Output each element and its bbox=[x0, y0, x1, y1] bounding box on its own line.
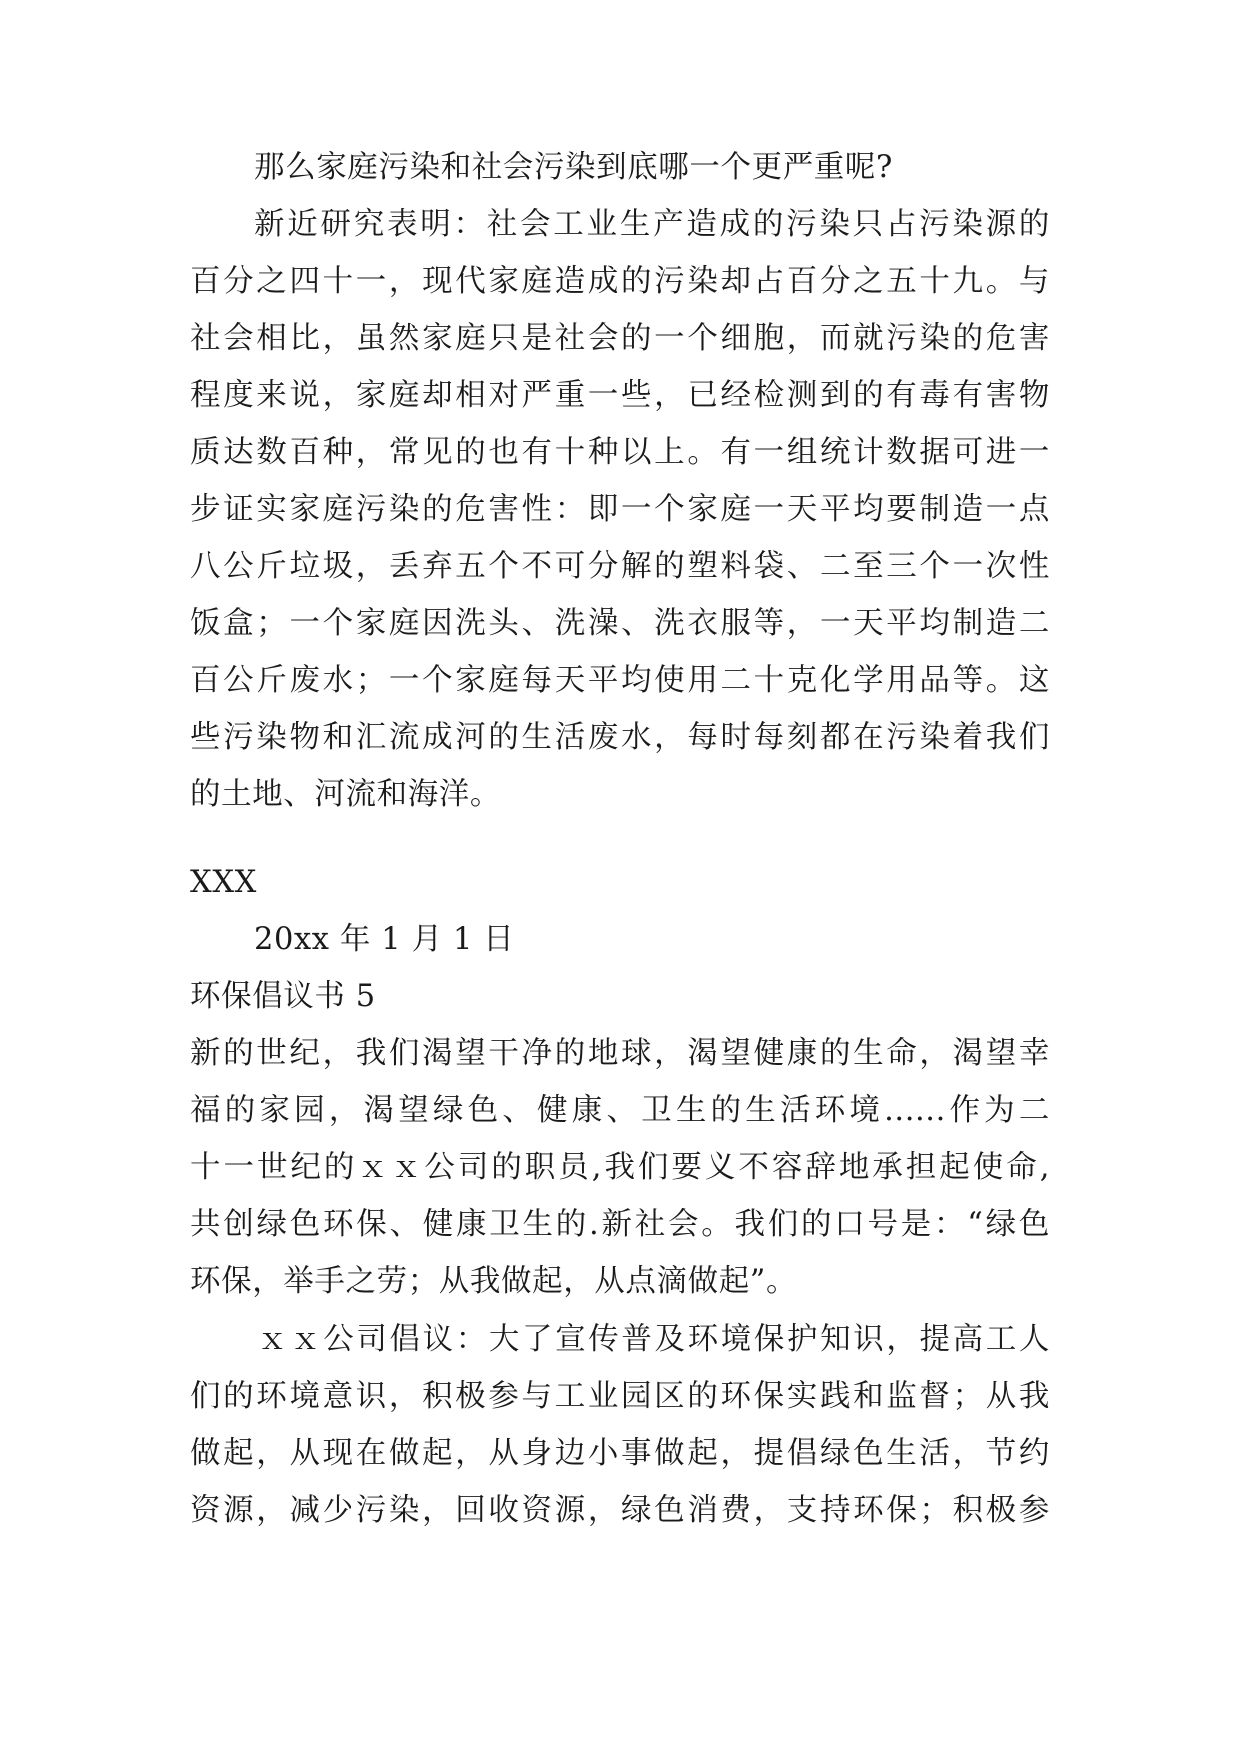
signature-date: 20xx 年 1 月 1 日 bbox=[254, 922, 515, 957]
paragraph-proposal-line: 资源，减少污染，回收资源，绿色消费，支持环保；积极参 bbox=[190, 1493, 1050, 1528]
paragraph-research-line: 百公斤废水；一个家庭每天平均使用二十克化学用品等。这 bbox=[190, 663, 1050, 698]
paragraph-research-line: 的土地、河流和海洋。 bbox=[190, 777, 501, 812]
paragraph-research-line: 些污染物和汇流成河的生活废水，每时每刻都在污染着我们 bbox=[190, 720, 1050, 755]
paragraph-intro-line: 共创绿色环保、健康卫生的.新社会。我们的口号是：“绿色 bbox=[190, 1207, 1050, 1242]
paragraph-research-line: 程度来说，家庭却相对严重一些，已经检测到的有毒有害物 bbox=[190, 378, 1050, 413]
paragraph-intro-line: 十一世纪的ｘｘ公司的职员,我们要义不容辞地承担起使命, bbox=[190, 1150, 1050, 1185]
paragraph-proposal-line: 们的环境意识，积极参与工业园区的环保实践和监督；从我 bbox=[190, 1379, 1050, 1414]
paragraph-question: 那么家庭污染和社会污染到底哪一个更严重呢? bbox=[254, 150, 893, 185]
paragraph-intro-line: 新的世纪，我们渴望干净的地球，渴望健康的生命，渴望幸 bbox=[190, 1036, 1050, 1071]
paragraph-proposal-line: ｘｘ公司倡议：大了宣传普及环境保护知识，提高工人 bbox=[257, 1322, 1050, 1357]
paragraph-research-line: 质达数百种，常见的也有十种以上。有一组统计数据可进一 bbox=[190, 435, 1050, 470]
paragraph-research-line: 新近研究表明：社会工业生产造成的污染只占污染源的 bbox=[254, 207, 1050, 242]
paragraph-research-line: 百分之四十一，现代家庭造成的污染却占百分之五十九。与 bbox=[190, 264, 1050, 299]
section-title: 环保倡议书 5 bbox=[190, 979, 376, 1014]
paragraph-intro-line: 福的家园，渴望绿色、健康、卫生的生活环境......作为二 bbox=[190, 1093, 1050, 1128]
paragraph-intro-line: 环保，举手之劳；从我做起，从点滴做起”。 bbox=[190, 1264, 798, 1299]
signature-name: XXX bbox=[190, 865, 257, 900]
paragraph-research-line: 八公斤垃圾，丢弃五个不可分解的塑料袋、二至三个一次性 bbox=[190, 549, 1050, 584]
paragraph-proposal-line: 做起，从现在做起，从身边小事做起，提倡绿色生活，节约 bbox=[190, 1436, 1050, 1471]
paragraph-research-line: 饭盒；一个家庭因洗头、洗澡、洗衣服等，一天平均制造二 bbox=[190, 606, 1050, 641]
paragraph-research-line: 步证实家庭污染的危害性：即一个家庭一天平均要制造一点 bbox=[190, 492, 1050, 527]
paragraph-research-line: 社会相比，虽然家庭只是社会的一个细胞，而就污染的危害 bbox=[190, 321, 1050, 356]
